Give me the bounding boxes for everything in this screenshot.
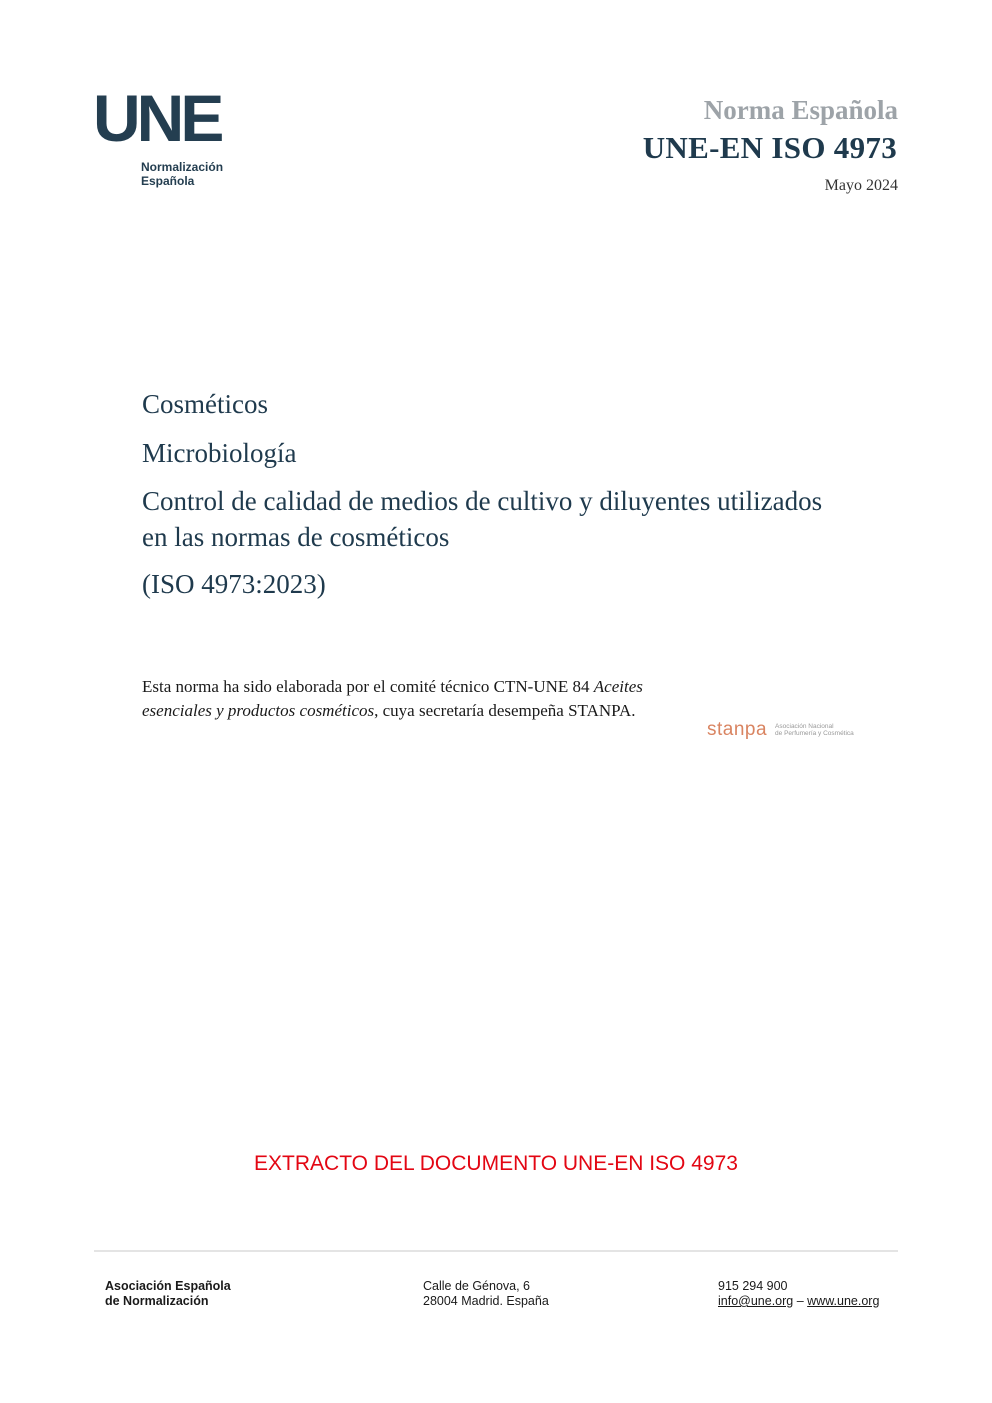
footer-organization	[105, 1279, 231, 1309]
norma-code: UNE-EN ISO 4973	[642, 130, 897, 165]
une-logo-mark: UNE	[93, 81, 221, 155]
une-logo	[93, 81, 224, 188]
une-logo-subtitle	[141, 160, 223, 188]
norma-date: Mayo 2024	[824, 177, 898, 194]
committee-text-part2: , cuya secretaría desempeña STANPA.	[374, 701, 636, 720]
footer-org-line2: de Normalización	[105, 1294, 209, 1308]
footer-divider	[94, 1250, 898, 1252]
footer-org-line1: Asociación Española	[105, 1279, 231, 1293]
extract-notice: EXTRACTO DEL DOCUMENTO UNE-EN ISO 4973	[254, 1152, 738, 1175]
stanpa-logo-word: stanpa	[707, 719, 768, 740]
footer-phone: 915 294 900	[718, 1279, 788, 1293]
committee-text-part1: Esta norma ha sido elaborada por el comité técnico CTN-UNE 84	[142, 677, 594, 696]
une-logo-subtitle-line1: Normalización	[141, 160, 224, 174]
footer-contact	[718, 1279, 879, 1309]
stanpa-logo	[707, 719, 854, 741]
stanpa-logo-desc	[775, 723, 854, 737]
footer-links	[718, 1294, 879, 1309]
footer-address-line1: Calle de Génova, 6	[423, 1279, 531, 1293]
footer-address	[423, 1279, 549, 1309]
footer-address-line2: 28004 Madrid. España	[423, 1294, 549, 1308]
norma-label: Norma Española	[703, 95, 898, 125]
footer-website-link[interactable]: www.une.org	[807, 1294, 880, 1308]
stanpa-desc-line2: de Perfumería y Cosmética	[775, 730, 854, 737]
title-cosmeticos: Cosméticos	[142, 389, 268, 419]
footer-link-separator: –	[793, 1294, 808, 1308]
stanpa-desc-line1: Asociación Nacional	[775, 723, 834, 730]
title-main: Control de calidad de medios de cultivo y diluyentes utilizados en las normas de cosméticos	[142, 486, 823, 552]
footer-email-link[interactable]: info@une.org	[718, 1294, 794, 1308]
committee-text	[142, 675, 702, 723]
committee-name: Aceites esenciales y productos cosméticos	[142, 677, 643, 720]
une-logo-subtitle-line2: Española	[141, 174, 195, 188]
title-iso-reference: (ISO 4973:2023)	[142, 569, 326, 599]
title-microbiologia: Microbiología	[142, 438, 297, 468]
